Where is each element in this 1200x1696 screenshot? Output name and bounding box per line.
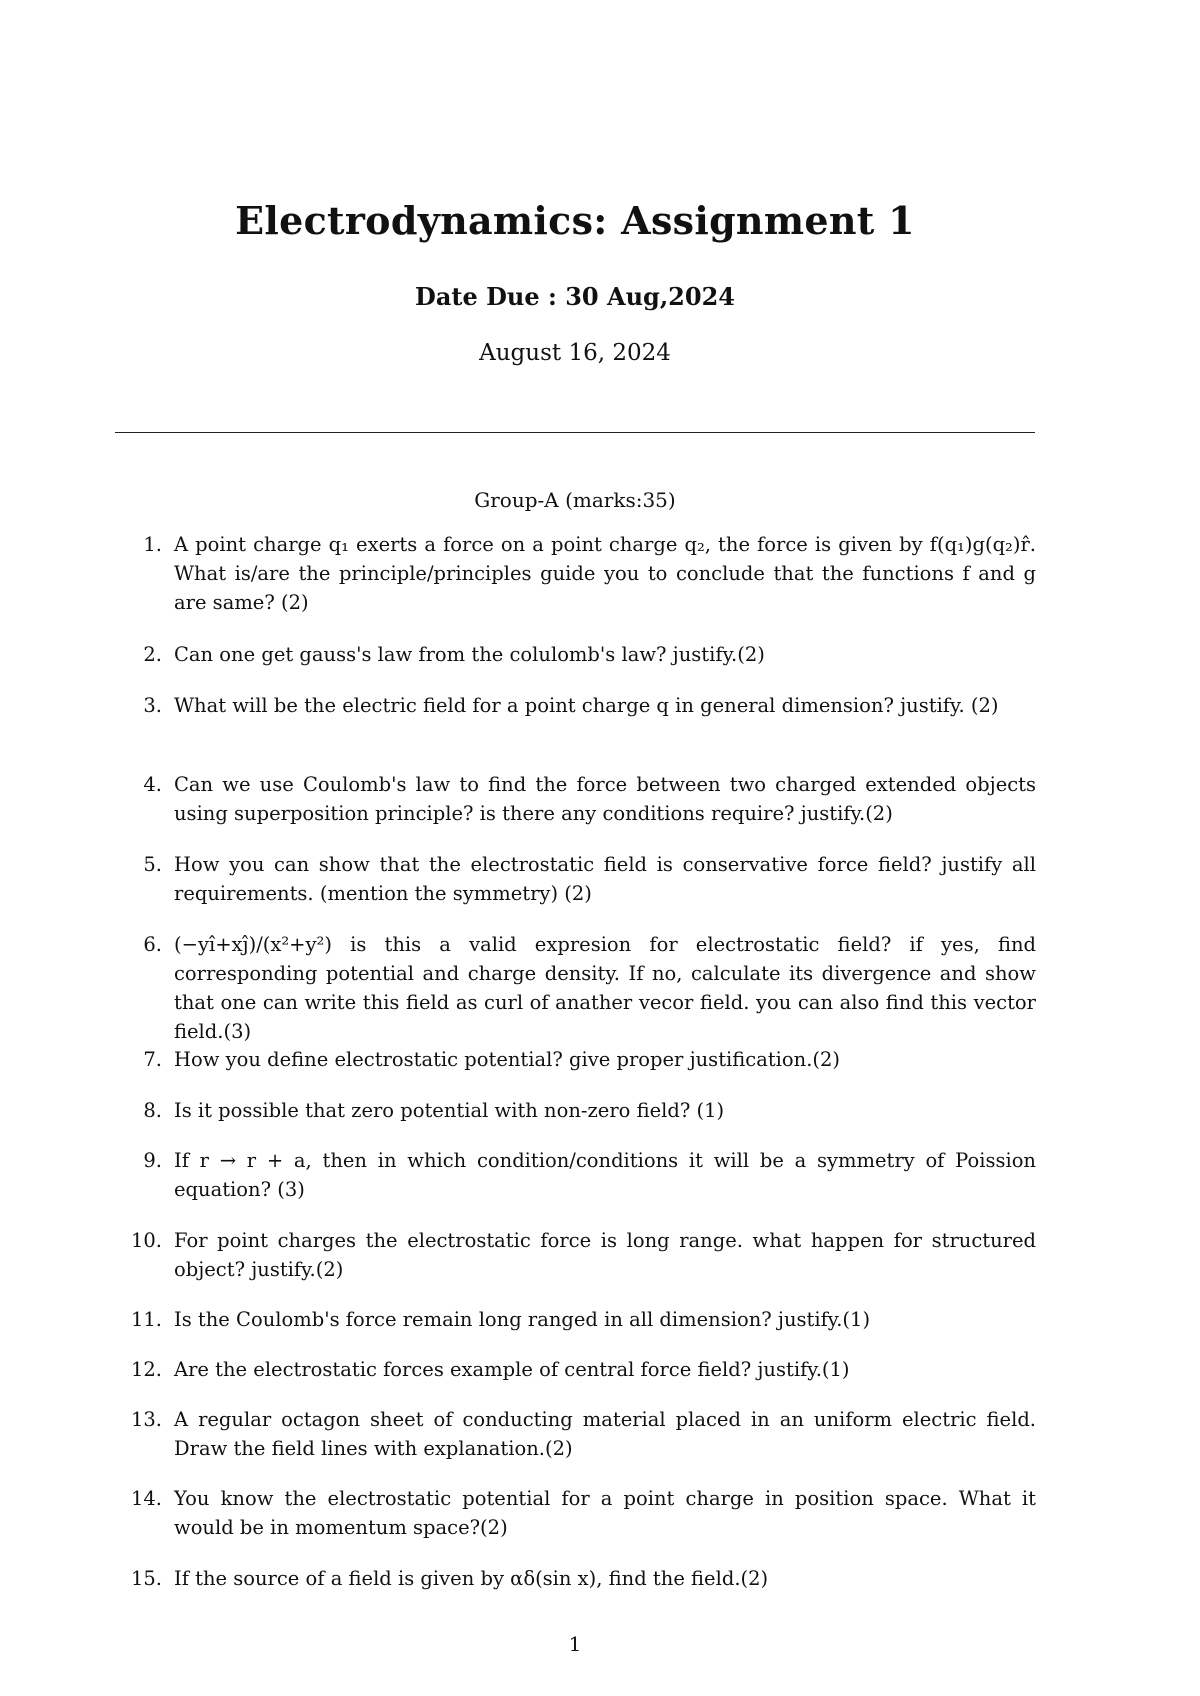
question-text: Are the electrostatic forces example of central force field? justify.(1)	[174, 1358, 850, 1381]
question-text: Is the Coulomb's force remain long ranged in all dimension? justify.(1)	[174, 1308, 871, 1331]
question-text: Can one get gauss's law from the colulomb's law? justify.(2)	[174, 643, 765, 666]
question-number: 12.	[130, 1358, 162, 1381]
group-heading: Group-A (marks:35)	[474, 488, 676, 512]
due-date: Date Due : 30 Aug,2024	[415, 282, 735, 311]
document-date: August 16, 2024	[479, 340, 671, 366]
question-number: 6.	[143, 933, 162, 956]
question-number: 14.	[130, 1487, 162, 1510]
document-title: Electrodynamics: Assignment 1	[235, 198, 915, 243]
question-number: 13.	[130, 1408, 162, 1431]
question-text: If r → r + a, then in which condition/conditions it will be a symmetry of Poission equation? (3)	[174, 1149, 1036, 1201]
question-text: How you can show that the electrostatic field is conservative force field? justify all requirements. (mention the symmetry) (2)	[174, 853, 1036, 905]
question-number: 10.	[130, 1229, 162, 1252]
question-number: 1.	[143, 533, 162, 556]
question-number: 2.	[143, 643, 162, 666]
question-number: 9.	[143, 1149, 162, 1172]
question-text: A point charge q₁ exerts a force on a point charge q₂, the force is given by f(q₁)g(q₂)r̂. What is/are the principle/principles guide you to conclude that the functions f and g are same? (2)	[174, 533, 1036, 614]
question-text: A regular octagon sheet of conducting material placed in an uniform electric field. Draw the field lines with explanation.(2)	[174, 1408, 1036, 1460]
question-number: 11.	[130, 1308, 162, 1331]
question-number: 4.	[143, 773, 162, 796]
horizontal-rule	[115, 432, 1035, 433]
question-number: 3.	[143, 694, 162, 717]
question-number: 5.	[143, 853, 162, 876]
question-number: 15.	[130, 1567, 162, 1590]
question-text: What will be the electric field for a point charge q in general dimension? justify. (2)	[174, 694, 999, 717]
page-number: 1	[568, 1632, 582, 1656]
question-text: Is it possible that zero potential with non-zero field? (1)	[174, 1099, 725, 1122]
question-text: For point charges the electrostatic force is long range. what happen for structured object? justify.(2)	[174, 1229, 1036, 1281]
question-text: Can we use Coulomb's law to find the force between two charged extended objects using superposition principle? is there any conditions require? justify.(2)	[174, 773, 1036, 825]
question-text: (−yî+xĵ)/(x²+y²) is this a valid expresion for electrostatic field? if yes, find corresponding potential and charge density. If no, calculate its divergence and show that one can write this field as curl of anather vecor field. you can also find this vector field.(3)	[174, 933, 1036, 1043]
question-text: If the source of a field is given by αδ(sin x), find the field.(2)	[174, 1567, 769, 1590]
question-number: 8.	[143, 1099, 162, 1122]
question-number: 7.	[143, 1048, 162, 1071]
question-text: You know the electrostatic potential for a point charge in position space. What it would be in momentum space?(2)	[174, 1487, 1036, 1539]
question-text: How you define electrostatic potential? give proper justification.(2)	[174, 1048, 841, 1071]
